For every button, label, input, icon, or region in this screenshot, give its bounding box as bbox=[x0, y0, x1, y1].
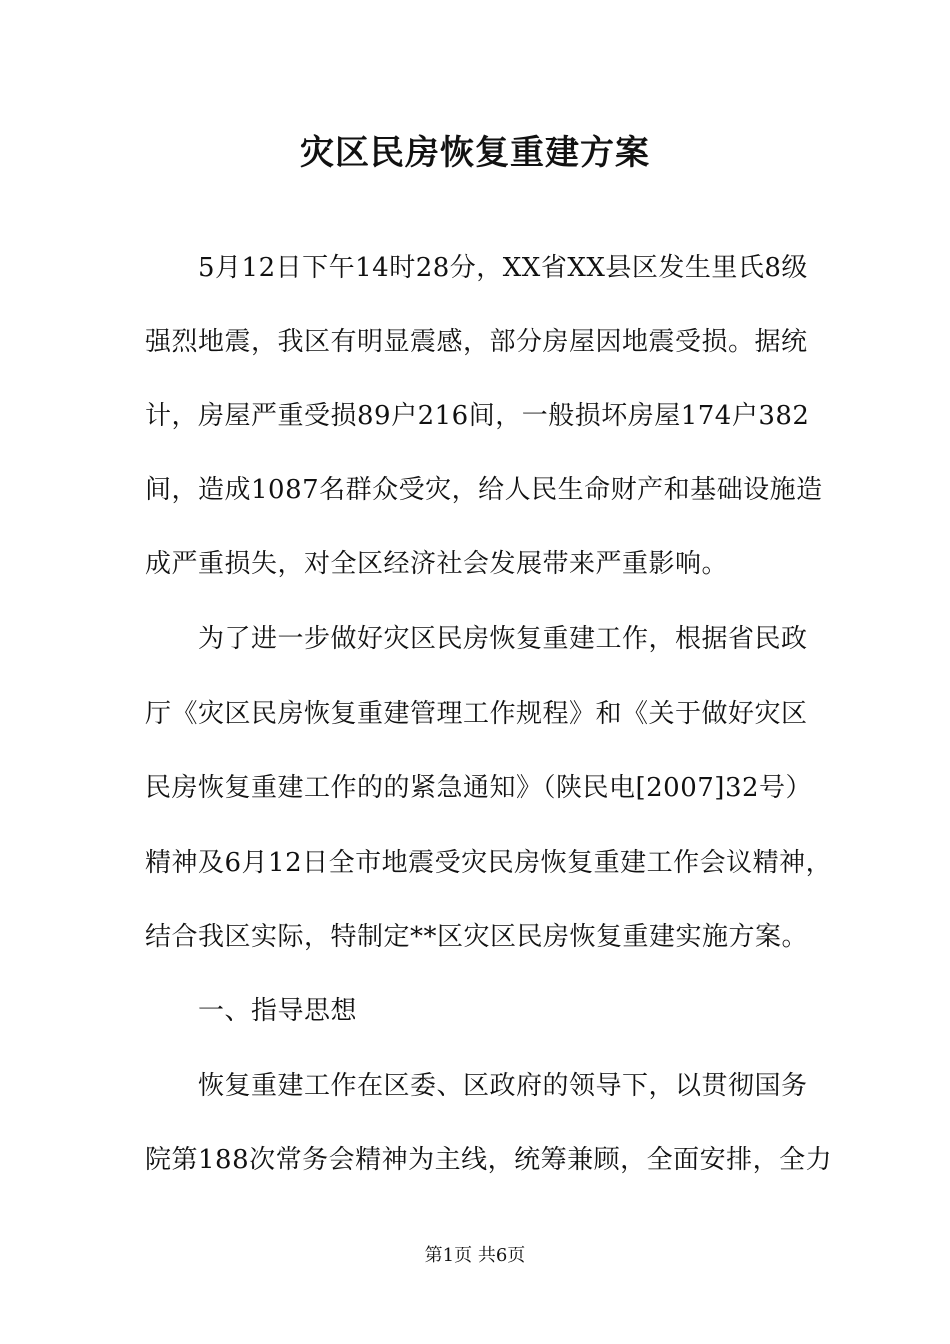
paragraph-line: 结合我区实际，特制定**区灾区民房恢复重建实施方案。 bbox=[145, 922, 809, 952]
paragraph-line: 成严重损失，对全区经济社会发展带来严重影响。 bbox=[145, 549, 729, 579]
paragraph-line: 为了进一步做好灾区民房恢复重建工作，根据省民政 bbox=[198, 624, 808, 654]
section-heading: 一、指导思想 bbox=[198, 996, 358, 1026]
paragraph-line: 民房恢复重建工作的的紧急通知》（陕民电[2007]32号） bbox=[145, 773, 813, 803]
paragraph-line: 强烈地震，我区有明显震感，部分房屋因地震受损。据统 bbox=[145, 327, 808, 357]
paragraph-line: 精神及6月12日全市地震受灾民房恢复重建工作会议精神， bbox=[145, 848, 833, 878]
paragraph-line: 间，造成1087名群众受灾，给人民生命财产和基础设施造 bbox=[145, 475, 823, 505]
paragraph-line: 恢复重建工作在区委、区政府的领导下，以贯彻国务 bbox=[198, 1071, 808, 1101]
paragraph-line: 院第188次常务会精神为主线，统筹兼顾，全面安排，全力 bbox=[145, 1145, 833, 1175]
page-number-footer: 第1页 共6页 bbox=[424, 1245, 526, 1266]
paragraph-line: 5月12日下午14时28分，XX省XX县区发生里氏8级 bbox=[198, 253, 808, 283]
paragraph-line: 厅《灾区民房恢复重建管理工作规程》和《关于做好灾区 bbox=[145, 699, 808, 729]
document-title: 灾区民房恢复重建方案 bbox=[300, 133, 650, 173]
paragraph-line: 计，房屋严重受损89户216间，一般损坏房屋174户382 bbox=[145, 401, 810, 431]
